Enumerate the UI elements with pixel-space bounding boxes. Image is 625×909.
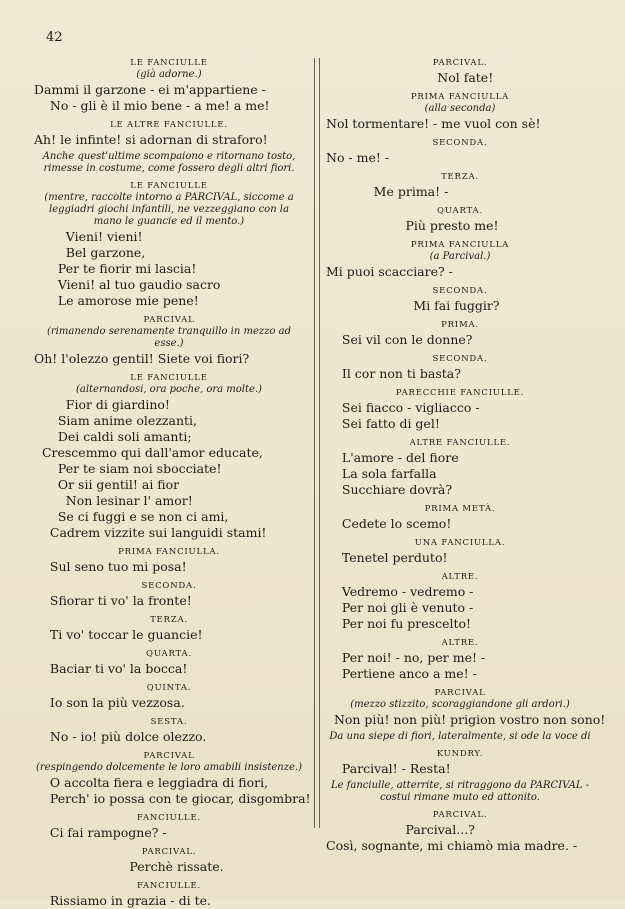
dialogue-block: [326, 285, 594, 314]
verse-line: Perch' io possa con te giocar, disgombra!: [34, 791, 311, 806]
dialogue-block: [34, 750, 311, 807]
dialogue-lines: [326, 584, 594, 632]
verse-line: Vieni! vieni!: [34, 229, 143, 244]
speaker-name: LE ALTRE FANCIULLE.: [110, 120, 228, 130]
dialogue-block: [34, 57, 304, 114]
verse-line: Tenetel perduto!: [326, 550, 448, 565]
dialogue-lines: [34, 593, 304, 609]
dialogue-lines: [326, 218, 594, 234]
dialogue-block: [326, 748, 594, 777]
verse-line: Cadrem vizzite sui languidi stami!: [34, 525, 267, 540]
verse-line: Così, sognante, mi chiamò mia madre. -: [326, 838, 578, 853]
right-column: [326, 52, 606, 854]
verse-line: Bel garzone,: [34, 245, 146, 260]
verse-line: Nol fate!: [326, 70, 494, 85]
speaker-name: SECONDA.: [141, 581, 197, 591]
speaker-name: PARCIVAL.: [432, 58, 488, 68]
dialogue-block: [326, 780, 594, 804]
dialogue-lines: [326, 712, 606, 728]
dialogue-block: [326, 319, 594, 348]
verse-line: No - me! -: [326, 150, 390, 165]
speaker-name: PRIMA METÀ.: [424, 504, 496, 514]
verse-line: Più presto me!: [326, 218, 499, 233]
verse-line: Siam anime olezzanti,: [34, 413, 197, 428]
speaker-name: UNA FANCIULLA.: [414, 538, 506, 548]
verse-line: Le amorose mie pene!: [34, 293, 199, 308]
dialogue-lines: [326, 822, 594, 854]
dialogue-lines: [326, 70, 594, 86]
verse-line: Mi puoi scacciare? -: [326, 264, 453, 279]
speaker-name: PARCIVAL: [143, 751, 195, 761]
verse-line: Perchè rissate.: [34, 859, 224, 874]
verse-line: Per noi fu prescelto!: [326, 616, 472, 631]
stage-direction: (a Parcival.): [429, 251, 491, 262]
dialogue-lines: [326, 650, 594, 682]
dialogue-block: [34, 546, 304, 575]
dialogue-lines: [34, 559, 304, 575]
dialogue-block: [326, 205, 594, 234]
dialogue-lines: [326, 400, 594, 432]
stage-direction: (già adorne.): [136, 69, 202, 80]
verse-line: Non più! non più! prigion vostro non sono!: [326, 712, 606, 727]
verse-line: Rissiamo in grazia - di te.: [34, 893, 211, 908]
dialogue-block: [34, 151, 304, 175]
verse-line: Fior di giardino!: [34, 397, 170, 412]
verse-line: No - gli è il mio bene - a me! a me!: [34, 98, 270, 113]
verse-line: Non lesinar l' amor!: [34, 493, 193, 508]
verse-line: Sei vil con le donne?: [326, 332, 473, 347]
dialogue-block: [326, 731, 594, 743]
stage-direction: (respingendo dolcemente le loro amabili insistenze.): [35, 762, 303, 773]
dialogue-lines: [326, 264, 594, 280]
dialogue-lines: [34, 397, 304, 541]
dialogue-block: [326, 503, 594, 532]
dialogue-block: [326, 437, 594, 498]
dialogue-block: [34, 119, 304, 148]
dialogue-block: [34, 846, 304, 875]
verse-line: Sul seno tuo mi posa!: [34, 559, 187, 574]
dialogue-lines: [34, 729, 304, 745]
dialogue-lines: [326, 516, 594, 532]
dialogue-lines: [326, 450, 594, 498]
verse-line: Sfiorar ti vo' la fronte!: [34, 593, 192, 608]
dialogue-block: [34, 880, 304, 909]
verse-line: Dei caldi soli amanti;: [34, 429, 192, 444]
speaker-name: SECONDA.: [432, 138, 488, 148]
speaker-name: QUARTA.: [146, 649, 192, 659]
dialogue-lines: [34, 229, 304, 309]
speaker-name: SECONDA.: [432, 354, 488, 364]
verse-line: Il cor non ti basta?: [326, 366, 461, 381]
speaker-name: PRIMA FANCIULLA.: [118, 547, 220, 557]
dialogue-block: [326, 809, 594, 854]
speaker-name: PRIMA FANCIULLA: [410, 92, 510, 102]
speaker-name: QUARTA.: [437, 206, 483, 216]
dialogue-block: [34, 372, 304, 541]
dialogue-block: [326, 57, 594, 86]
dialogue-block: [34, 314, 304, 367]
dialogue-lines: [34, 132, 304, 148]
verse-line: No - io! più dolce olezzo.: [34, 729, 207, 744]
dialogue-block: [34, 648, 304, 677]
verse-line: L'amore - del fiore: [326, 450, 459, 465]
stage-direction: (rimanendo serenamente tranquillo in mezzo ad esse.): [47, 326, 291, 349]
stage-note: Da una siepe di fiori, lateralmente, si ode la voce di: [329, 731, 591, 742]
speaker-name: LE FANCIULLE: [130, 58, 208, 68]
speaker-name: TERZA.: [150, 615, 188, 625]
dialogue-block: [326, 387, 594, 432]
column-divider: [314, 58, 320, 828]
verse-line: La sola farfalla: [326, 466, 437, 481]
verse-line: Succhiare dovrà?: [326, 482, 453, 497]
verse-line: Vedremo - vedremo -: [326, 584, 474, 599]
verse-line: Per te siam noi sbocciate!: [34, 461, 222, 476]
stage-note: Anche quest'ultime scompaiono e ritornano tosto, rimesse in costume, come fossero degli altri fiori.: [42, 151, 296, 174]
dialogue-lines: [326, 761, 594, 777]
dialogue-block: [34, 580, 304, 609]
left-column: [34, 52, 311, 909]
dialogue-block: [326, 687, 606, 728]
dialogue-block: [326, 171, 594, 200]
verse-line: Per noi! - no, per me! -: [326, 650, 486, 665]
dialogue-lines: [34, 82, 304, 114]
verse-line: Vieni! al tuo gaudio sacro: [34, 277, 221, 292]
dialogue-lines: [326, 366, 594, 382]
speaker-name: ALTRE.: [441, 638, 479, 648]
verse-line: Baciar ti vo' la bocca!: [34, 661, 188, 676]
verse-line: Parcival...?: [326, 822, 475, 837]
page-number: 42: [46, 30, 63, 45]
dialogue-block: [34, 812, 304, 841]
speaker-name: PARCIVAL: [434, 688, 486, 698]
speaker-name: LE FANCIULLE: [130, 181, 208, 191]
verse-line: Me prima! -: [326, 184, 449, 199]
speaker-name: KUNDRY.: [436, 749, 484, 759]
stage-direction: (alla seconda): [424, 103, 496, 114]
dialogue-lines: [34, 893, 304, 909]
verse-line: Parcival! - Resta!: [326, 761, 451, 776]
verse-line: Dammi il garzone - ei m'appartiene -: [34, 82, 266, 97]
dialogue-lines: [34, 775, 311, 807]
dialogue-block: [34, 716, 304, 745]
speaker-name: SECONDA.: [432, 286, 488, 296]
speaker-name: PARECCHIE FANCIULLE.: [395, 388, 525, 398]
verse-line: Sei fatto di gel!: [326, 416, 440, 431]
dialogue-block: [326, 91, 594, 132]
verse-line: Per te fiorir mi lascia!: [34, 261, 197, 276]
speaker-name: PRIMA.: [441, 320, 479, 330]
verse-line: Crescemmo qui dall'amor educate,: [34, 445, 263, 460]
dialogue-lines: [34, 695, 304, 711]
verse-line: Ci fai rampogne? -: [34, 825, 167, 840]
dialogue-lines: [326, 150, 594, 166]
verse-line: Ti vo' toccar le guancie!: [34, 627, 203, 642]
speaker-name: FANCIULLE.: [137, 813, 201, 823]
verse-line: Nol tormentare! - me vuol con sè!: [326, 116, 541, 131]
verse-line: Ah! le infinte! si adornan di straforo!: [34, 132, 268, 147]
speaker-name: ALTRE FANCIULLE.: [409, 438, 511, 448]
stage-direction: (mezzo stizzito, scoraggiandone gli ardori.): [350, 699, 570, 710]
speaker-name: PARCIVAL.: [141, 847, 197, 857]
dialogue-lines: [34, 351, 304, 367]
dialogue-lines: [34, 859, 304, 875]
stage-direction: (mentre, raccolte intorno a PARCIVAL, siccome a leggiadri giochi infantili, ne vezzeggiano con la mano le guancie ed il mento.): [44, 192, 294, 227]
stage-note: Le fanciulle, atterrite, si ritraggono da PARCIVAL - costui rimane muto ed attonito.: [330, 780, 590, 803]
speaker-name: ALTRE.: [441, 572, 479, 582]
dialogue-block: [326, 137, 594, 166]
verse-line: Sei fiacco - vigliacco -: [326, 400, 480, 415]
stage-direction: (alternandosi, ora poche, ora molte.): [75, 384, 263, 395]
dialogue-block: [34, 180, 304, 309]
speaker-name: PARCIVAL.: [432, 810, 488, 820]
dialogue-block: [326, 571, 594, 632]
dialogue-block: [326, 239, 594, 280]
dialogue-block: [326, 537, 594, 566]
speaker-name: SESTA.: [150, 717, 188, 727]
speaker-name: PARCIVAL: [143, 315, 195, 325]
speaker-name: TERZA.: [441, 172, 479, 182]
verse-line: Cedete lo scemo!: [326, 516, 452, 531]
verse-line: Oh! l'olezzo gentil! Siete voi fiori?: [34, 351, 250, 366]
verse-line: Or sii gentil! ai fior: [34, 477, 180, 492]
speaker-name: LE FANCIULLE: [130, 373, 208, 383]
dialogue-lines: [326, 116, 594, 132]
dialogue-lines: [34, 825, 304, 841]
verse-line: Mi fai fuggir?: [326, 298, 500, 313]
speaker-name: PRIMA FANCIULLA: [410, 240, 510, 250]
verse-line: Io son la più vezzosa.: [34, 695, 185, 710]
verse-line: Per noi gli è venuto -: [326, 600, 474, 615]
dialogue-lines: [326, 550, 594, 566]
verse-line: Pertiene anco a me! -: [326, 666, 477, 681]
speaker-name: FANCIULLE.: [137, 881, 201, 891]
speaker-name: QUINTA.: [146, 683, 192, 693]
verse-line: O accolta fiera e leggiadra di fiori,: [34, 775, 269, 790]
dialogue-block: [34, 614, 304, 643]
dialogue-lines: [34, 627, 304, 643]
dialogue-block: [326, 353, 594, 382]
dialogue-block: [34, 682, 304, 711]
dialogue-lines: [326, 184, 594, 200]
dialogue-lines: [326, 332, 594, 348]
dialogue-lines: [326, 298, 594, 314]
verse-line: Se ci fuggi e se non ci ami,: [34, 509, 229, 524]
dialogue-block: [326, 637, 594, 682]
dialogue-lines: [34, 661, 304, 677]
